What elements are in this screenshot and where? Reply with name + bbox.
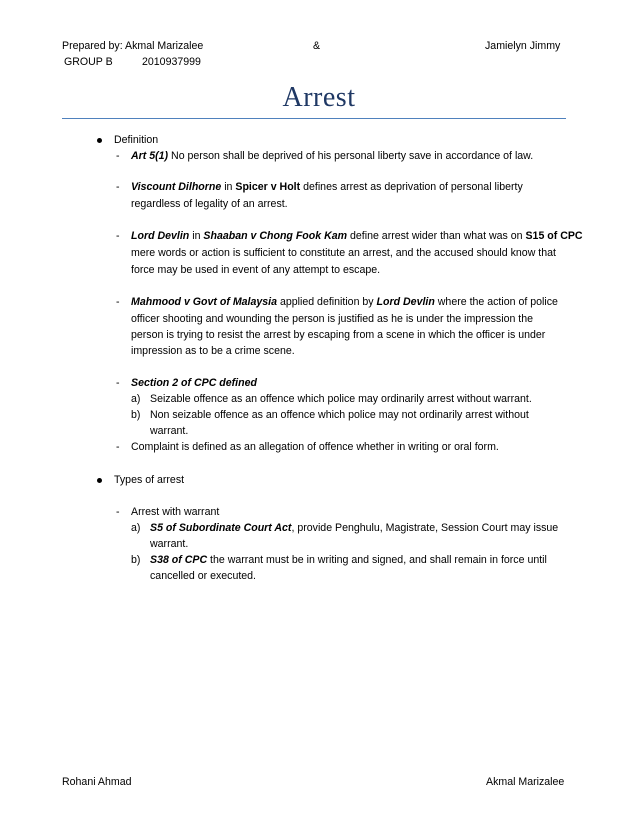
item-text: defines arrest as deprivation of personal liberty — [300, 181, 523, 193]
non-seizable-offence-text-2: warrant. — [150, 425, 189, 437]
definition-item-3-line-1 — [131, 230, 583, 243]
list-label-a: a) — [131, 522, 141, 534]
definition-item-4-line-2: officer shooting and wounding the person is justified as he is under the impression the — [131, 313, 534, 325]
connector-text: in — [189, 230, 204, 242]
seizable-offence-text: Seizable offence as an offence which police may ordinarily arrest without warrant. — [150, 393, 532, 405]
dash-marker: - — [116, 377, 120, 389]
citation-s5: S5 of Subordinate Court Act — [150, 522, 292, 534]
citation-s38: S38 of CPC — [150, 554, 208, 566]
header-group: GROUP B — [64, 56, 113, 68]
definition-item-2-line-1 — [131, 181, 523, 194]
definition-item-1 — [131, 150, 533, 163]
judge-name: Lord Devlin — [131, 230, 190, 242]
definition-heading: Definition — [114, 134, 159, 146]
footer-left: Rohani Ahmad — [62, 776, 132, 788]
definition-item-4-line-3: person is trying to resist the arrest by escaping from a scene in which the officer is under — [131, 329, 546, 341]
non-seizable-offence-text-1: Non seizable offence as an offence which police may not ordinarily arrest without — [150, 409, 529, 421]
warrant-item-b-line-2: cancelled or executed. — [150, 570, 257, 582]
bullet-icon — [97, 138, 102, 143]
judge-name: Lord Devlin — [376, 296, 435, 308]
dash-marker: - — [116, 230, 120, 242]
header-ampersand: & — [313, 40, 321, 52]
page-title: Arrest — [282, 82, 356, 113]
header-coauthor: Jamielyn Jimmy — [485, 40, 561, 52]
warrant-item-a-line-2: warrant. — [150, 538, 189, 550]
types-heading: Types of arrest — [114, 474, 185, 486]
case-name: Mahmood v Govt of Malaysia — [131, 296, 277, 308]
warrant-item-b-line-1 — [150, 554, 547, 567]
item-text: applied definition by — [277, 296, 377, 308]
item-text: No person shall be deprived of his personal liberty save in accordance of law. — [168, 150, 534, 162]
warrant-item-a-line-1 — [150, 522, 558, 535]
case-name: Shaaban v Chong Fook Kam — [203, 230, 348, 242]
case-name: Spicer v Holt — [235, 181, 301, 193]
item-text: where the action of police — [434, 296, 558, 308]
judge-name: Viscount Dilhorne — [131, 181, 222, 193]
definition-item-4-line-1 — [131, 296, 558, 309]
arrest-with-warrant-heading: Arrest with warrant — [131, 506, 220, 518]
section-reference: S15 of CPC — [525, 230, 583, 242]
footer-right: Akmal Marizalee — [486, 776, 565, 788]
item-text: the warrant must be in writing and signed, and shall remain in force until — [207, 554, 547, 566]
item-text: define arrest wider than what was on — [347, 230, 526, 242]
title-underline — [62, 118, 566, 119]
header-prepared-by: Prepared by: Akmal Marizalee — [62, 40, 204, 52]
list-label-b: b) — [131, 409, 141, 421]
dash-marker: - — [116, 296, 120, 308]
complaint-definition: Complaint is defined as an allegation of offence whether in writing or oral form. — [131, 441, 499, 453]
definition-item-2-line-2: regardless of legality of an arrest. — [131, 198, 288, 210]
header-id-number: 2010937999 — [142, 56, 201, 68]
list-label-b: b) — [131, 554, 141, 566]
connector-text: in — [221, 181, 236, 193]
dash-marker: - — [116, 506, 120, 518]
dash-marker: - — [116, 181, 120, 193]
definition-item-3-line-2: mere words or action is sufficient to constitute an arrest, and the accused should know that — [131, 247, 556, 259]
section-2-heading: Section 2 of CPC defined — [131, 377, 257, 389]
citation-art-5-1: Art 5(1) — [131, 150, 169, 162]
definition-item-3-line-3: force may be used in event of any attempt to escape. — [131, 264, 381, 276]
dash-marker: - — [116, 441, 120, 453]
definition-item-4-line-4: impression as to be a crime scene. — [131, 345, 295, 357]
list-label-a: a) — [131, 393, 141, 405]
item-text: , provide Penghulu, Magistrate, Session Court may issue — [291, 522, 559, 534]
dash-marker: - — [116, 150, 120, 162]
bullet-icon — [97, 478, 102, 483]
